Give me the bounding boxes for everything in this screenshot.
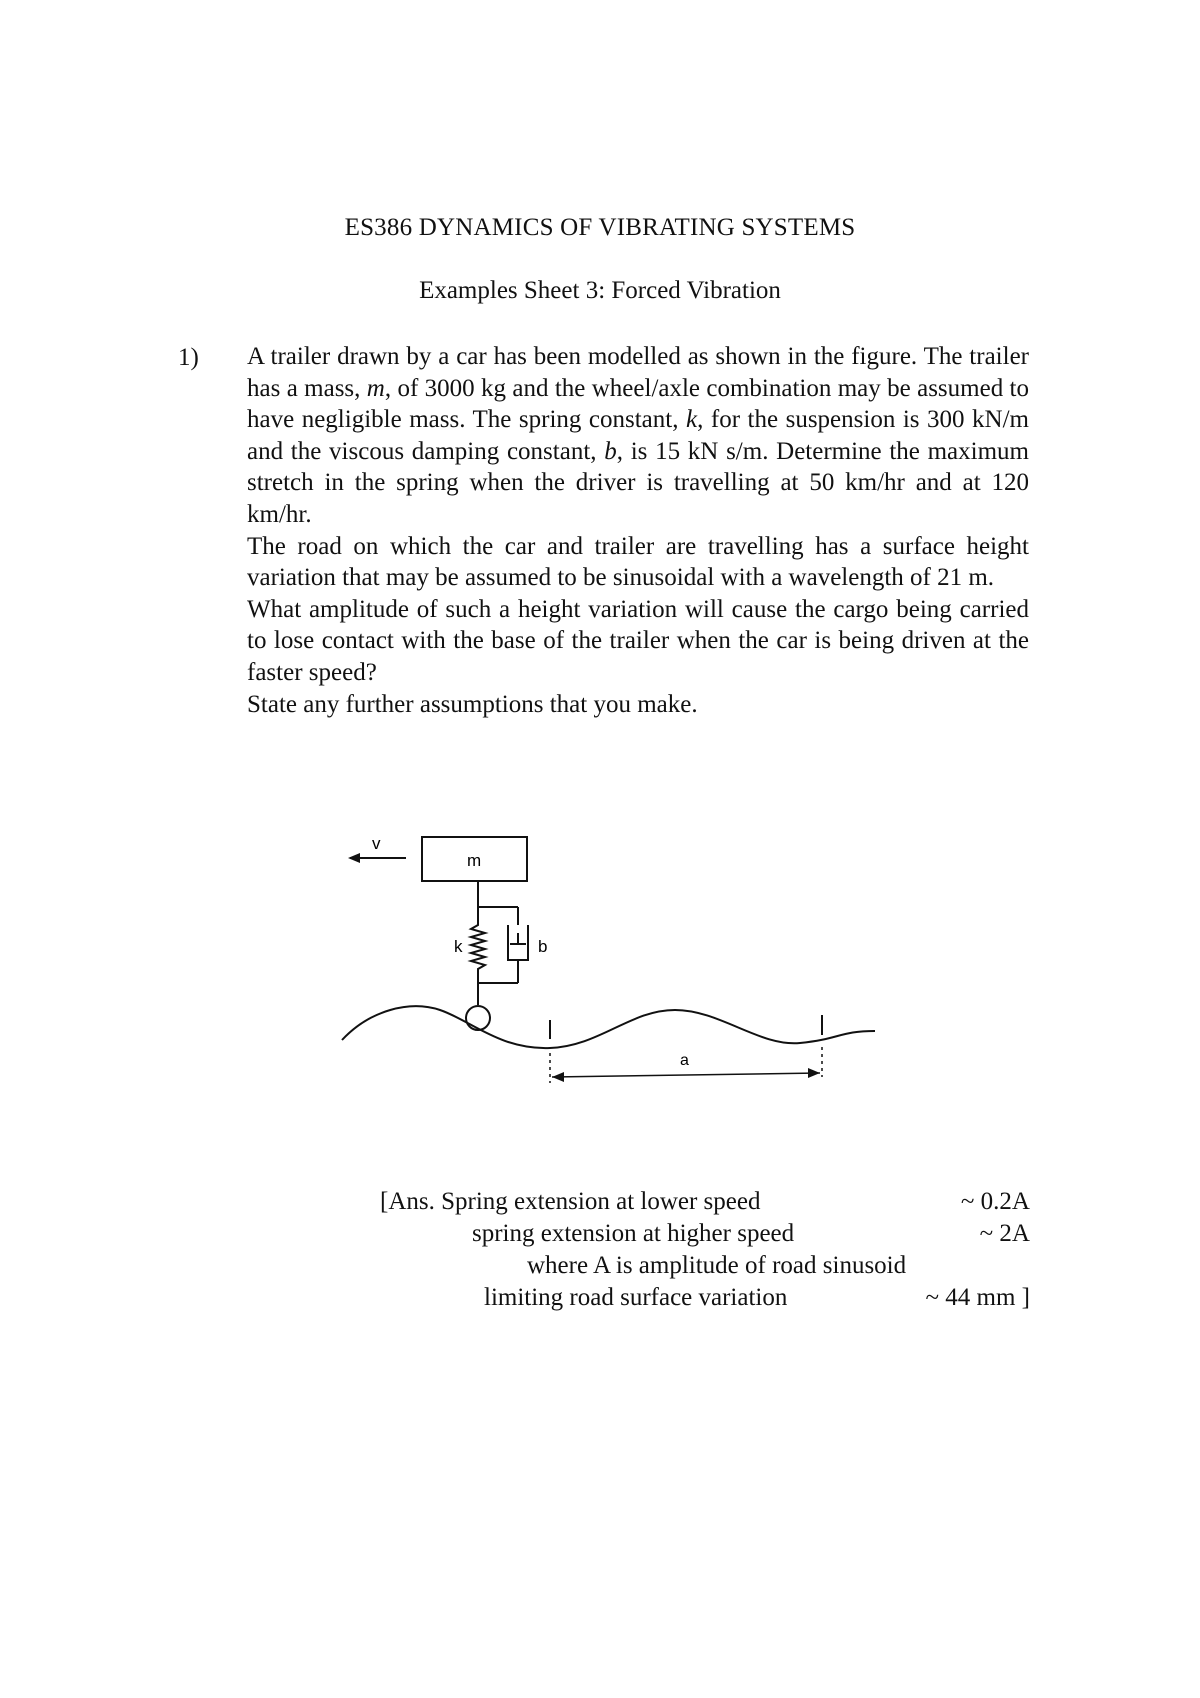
damper [478,907,528,983]
wheel [466,1006,490,1030]
answer-label: limiting road surface variation [484,1284,788,1311]
answer-row-higher-speed [380,1218,1030,1250]
question-number: 1) [178,344,199,371]
wavelength-label: a [680,1052,689,1069]
question-text: , is 15 kN s/m. Determine the maximum stretch in the spring when the driver is travelling at 50 km/hr and at 120 km/hr. [247,437,1029,528]
answer-label: [Ans. Spring extension at lower speed [380,1188,761,1215]
question-text: A trailer drawn by a car has been modelled as shown in the figure. The trailer has a mass, [247,343,1029,402]
wavelength-dimension [550,1015,822,1083]
mass-label: m [467,851,482,870]
velocity-label: v [372,834,381,853]
question-text: , for the suspension is 300 kN/m and the viscous damping constant, [247,406,1029,465]
answer-row-amplitude-note [380,1250,1030,1282]
symbol-m: m [366,374,385,402]
velocity-arrow [348,853,406,863]
trailer-model-figure [330,815,920,1145]
answer-value: ~ 2A [979,1220,1030,1247]
answer-value: ~ 44 mm ] [925,1284,1030,1311]
question-text: , of 3000 kg and the wheel/axle combination may be assumed to have negligible mass. The spring constant, [247,374,1030,434]
answer-block [380,1186,1030,1314]
course-title: ES386 DYNAMICS OF VIBRATING SYSTEMS [344,214,856,241]
answer-value: ~ 0.2A [960,1188,1030,1215]
answer-row-limiting [380,1282,1030,1314]
answer-label: spring extension at higher speed [472,1220,795,1247]
question-paragraph-4: State any further assumptions that you make. [247,690,698,718]
symbol-b: b [604,437,617,465]
spring-label: k [454,937,463,956]
question-body [247,341,1029,720]
sheet-title: Examples Sheet 3: Forced Vibration [419,277,781,304]
question-paragraph-1 [247,341,1029,531]
answer-note: where A is amplitude of road sinusoid [527,1252,907,1279]
question-paragraph-3: What amplitude of such a height variation will cause the cargo being carried to lose contact with the base of the trailer when the car is being driven at the faster speed? [247,595,1029,686]
trailer-model-diagram [330,815,920,1145]
spring [471,907,485,1005]
answer-row-lower-speed [380,1186,1030,1218]
symbol-k: k [686,406,698,434]
question-paragraph-2: The road on which the car and trailer are travelling has a surface height variation that may be assumed to be sinusoidal with a wavelength of 21 m. [247,532,1029,592]
road-surface [342,1006,875,1048]
damper-label: b [538,937,548,956]
